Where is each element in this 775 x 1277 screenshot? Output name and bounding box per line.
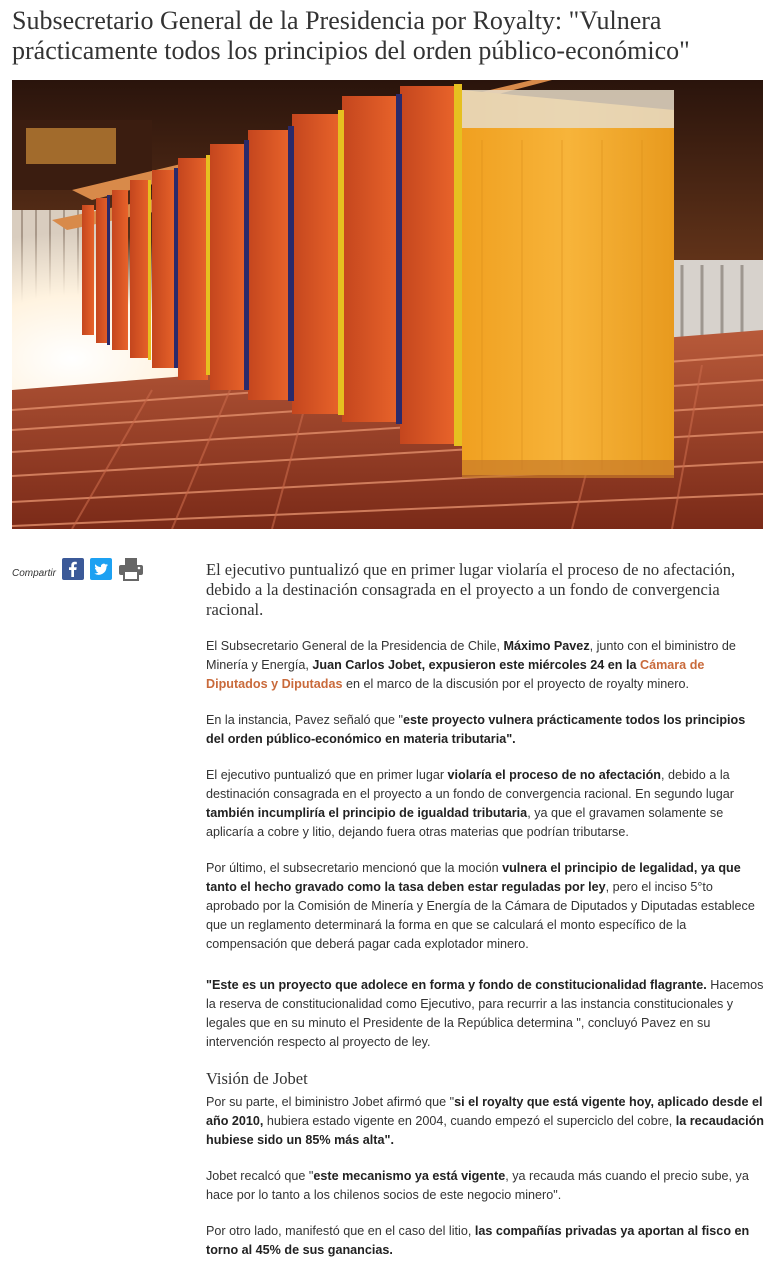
section-heading: Visión de Jobet	[206, 1069, 308, 1088]
share-label: Compartir	[12, 567, 56, 579]
paragraph-3: El ejecutivo puntualizó que en primer lugar violaría el proceso de no afectación, debido a la destinación consagrada en el proyecto a un fondo de convergencia racional. En segundo lugar también incumpliría el principio de igualdad tributaria, ya que el gravamen solamente se aplicaría a cobre y litio, dejando fuera otras materias que podrían tributarse.	[206, 768, 734, 839]
paragraph-4: Por último, el subsecretario mencionó que la moción vulnera el principio de legalidad, ya que tanto el hecho gravado como la tasa deben estar reguladas por ley, pero el inciso 5°to aprobado por la Comisión de Minería y Energía de la Cámara de Diputados y Diputadas establece que un reglamento determinará la forma en que se calculará el monto específico de la compensación que deberá pagar cada explotador minero.	[206, 861, 755, 951]
paragraph-2: En la instancia, Pavez señaló que "este proyecto vulnera prácticamente todos los principios del orden público-económico en materia tributaria".	[206, 713, 746, 746]
twitter-icon	[90, 558, 112, 580]
copper-cathodes-photo	[12, 80, 763, 529]
article-lead: El ejecutivo puntualizó que en primer lugar violaría el proceso de no afectación, debido a la destinación consagrada en el proyecto a un fondo de convergencia racional.	[206, 560, 736, 619]
twitter-share-button[interactable]	[90, 558, 112, 580]
paragraph-6: Por su parte, el biministro Jobet afirmó que "si el royalty que está vigente hoy, aplicado desde el año 2010, hubiera estado vigente en 2004, cuando empezó el superciclo del cobre, la recaudación hubiese sido un 85% más alta".	[206, 1095, 764, 1147]
paragraph-8: Por otro lado, manifestó que en el caso del litio, las compañías privadas ya aportan al fisco en torno al 45% de sus ganancias.	[206, 1224, 750, 1257]
paragraph-5-quote: "Este es un proyecto que adolece en forma y fondo de constitucionalidad flagrante. Hacemos la reserva de constitucionalidad como Ejecutivo, para recurrir a las instancia constitucionales y legales que en su minuto el Presidente de la República determina ", concluyó Pavez en su intervención respecto al proyecto de ley.	[206, 978, 764, 1049]
article-body	[206, 560, 766, 1277]
facebook-icon	[62, 558, 84, 580]
paragraph-1: El Subsecretario General de la Presidencia de Chile, Máximo Pavez, junto con el biministro de Minería y Energía, Juan Carlos Jobet, expusieron este miércoles 24 en la Cámara de Diputados y Diputadas en el marco de la discusión por el proyecto de royalty minero.	[206, 639, 736, 691]
article-title: Subsecretario General de la Presidencia por Royalty: "Vulnera prácticamente todos los principios del orden público-económico"	[12, 6, 690, 65]
paragraph-7: Jobet recalcó que "este mecanismo ya está vigente, ya recauda más cuando el precio sube, ya hace por lo tanto a los chilenos socios de este negocio minero".	[206, 1169, 749, 1202]
print-icon	[118, 557, 144, 581]
camara-diputados-link[interactable]: Cámara de Diputados y Diputadas	[206, 658, 705, 691]
facebook-share-button[interactable]	[62, 558, 84, 580]
hero-image	[12, 80, 763, 529]
share-bar	[12, 556, 150, 582]
print-button[interactable]	[118, 558, 144, 580]
